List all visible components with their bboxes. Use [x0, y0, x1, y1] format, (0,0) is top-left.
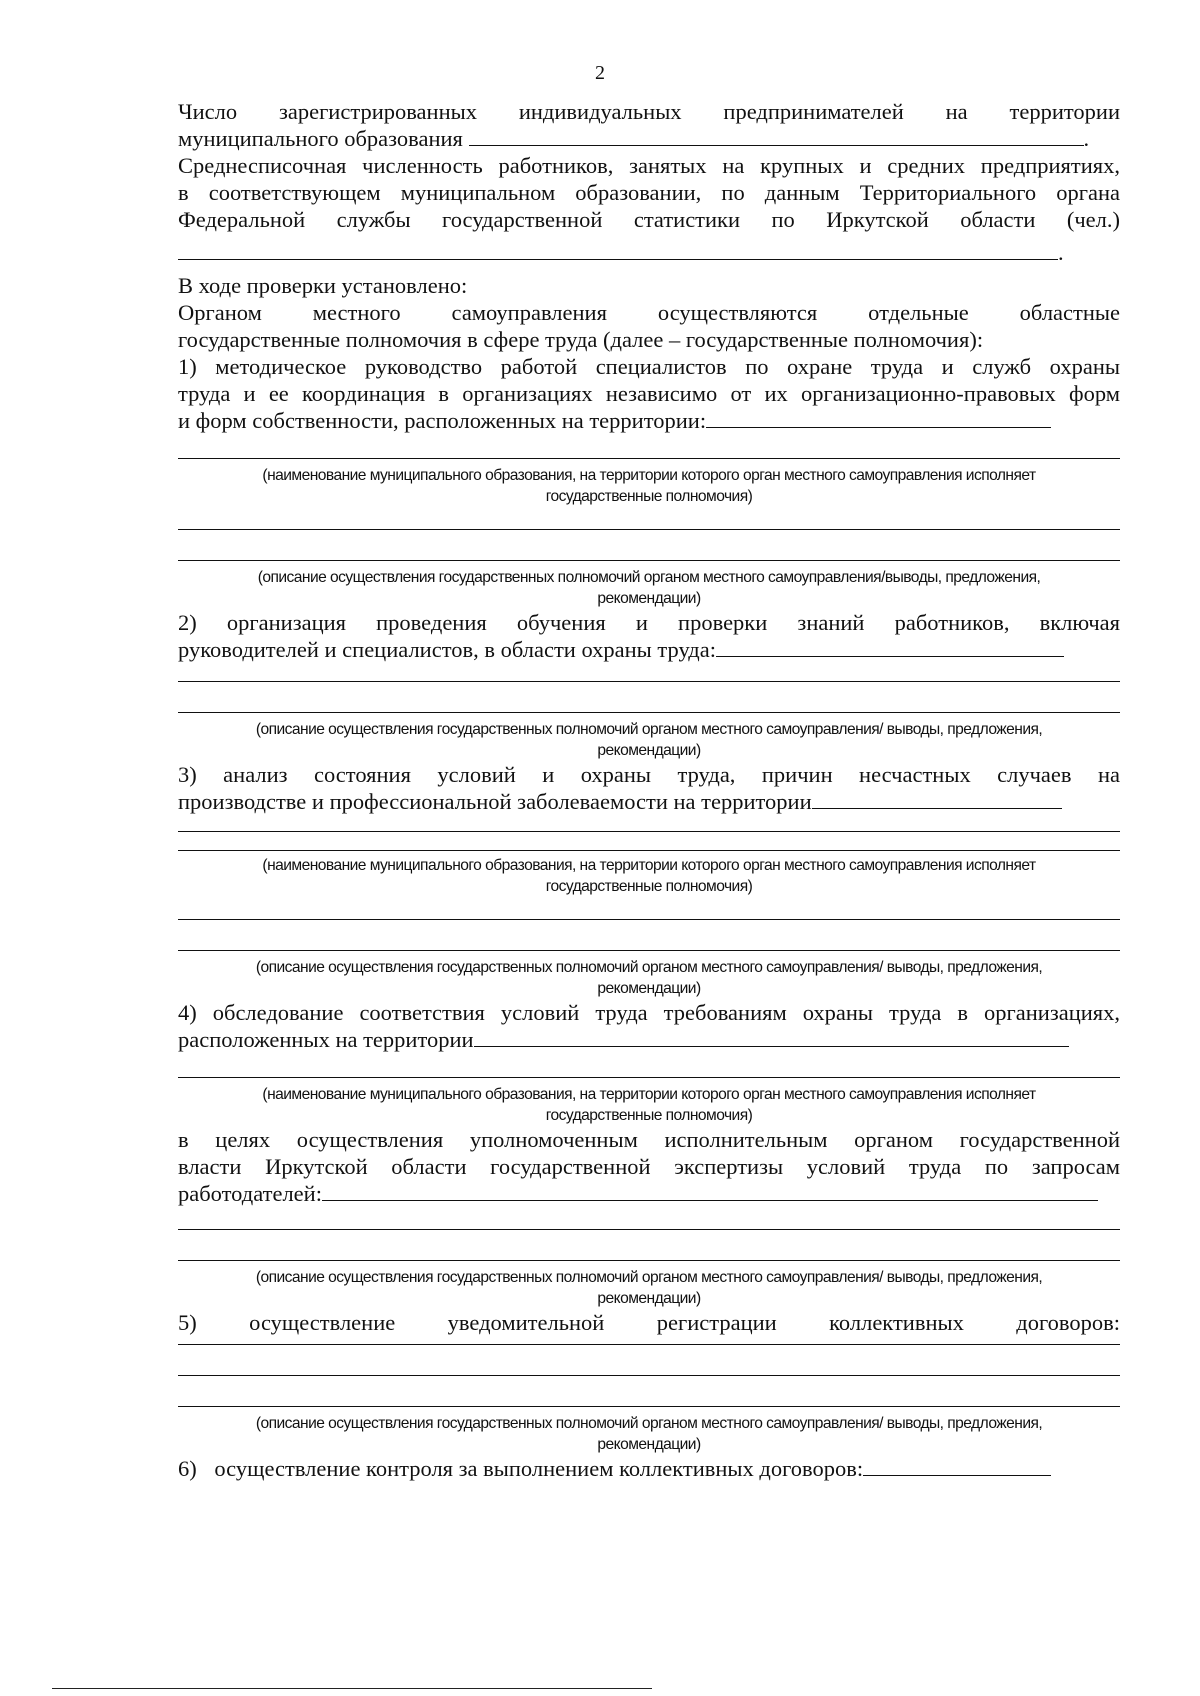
item-4-employers-text: работодателей: — [178, 1181, 322, 1206]
item-6-number: 6) — [178, 1456, 197, 1481]
item-5-desc-line-2[interactable] — [178, 1375, 1120, 1376]
item-4-line-5 — [178, 1180, 1120, 1207]
item-4-name-line[interactable] — [178, 1077, 1120, 1078]
item-1-name-caption-2: государственные полномочия) — [545, 488, 753, 505]
item-6-text: осуществление контроля за выполнением коллективных договоров: — [214, 1456, 864, 1481]
item-3-desc-line-2[interactable] — [178, 950, 1120, 951]
item-4-employers-blank[interactable] — [322, 1180, 1098, 1201]
headcount-line-1: Среднесписочная численность работников, занятых на крупных и средних предприятиях, — [178, 153, 1120, 178]
item-3-name-line-2[interactable] — [178, 850, 1120, 851]
registered-ip-line-1: Число зарегистрированных индивидуальных предпринимателей на территории — [178, 99, 1120, 124]
item-4-desc-line-1[interactable] — [178, 1229, 1120, 1230]
item-1-line-2: труда и ее координация в организациях независимо от их организационно-правовых форм — [178, 381, 1120, 406]
item-5-desc-line-3[interactable] — [178, 1406, 1120, 1407]
registered-ip-blank[interactable] — [469, 125, 1084, 146]
item-3-line-1: 3) анализ состояния условий и охраны труда, причин несчастных случаев на — [178, 762, 1120, 787]
item-1-desc-caption-1: (описание осуществления государственных полномочий органом местного самоуправления/выводы, предложения, — [257, 569, 1041, 586]
item-2-line-2 — [178, 636, 1120, 663]
item-4-territory-blank[interactable] — [474, 1026, 1069, 1047]
item-4-desc-line-2[interactable] — [178, 1260, 1120, 1261]
item-2-desc-caption-2: рекомендации) — [597, 742, 701, 759]
item-2-desc-line-2[interactable] — [178, 712, 1120, 713]
item-6-blank[interactable] — [863, 1455, 1051, 1476]
item-1-text: и форм собственности, расположенных на территории: — [178, 408, 707, 433]
organ-line-2: государственные полномочия в сфере труда (далее – государственные полномочия): — [178, 327, 984, 352]
item-2-line-1: 2) организация проведения обучения и проверки знаний работников, включая — [178, 610, 1120, 635]
item-2-desc-line-1[interactable] — [178, 681, 1120, 682]
headcount-line-2: в соответствующем муниципальном образовании, по данным Территориального органа — [178, 180, 1120, 205]
item-1-desc-caption-2: рекомендации) — [597, 590, 701, 607]
item-5-desc-caption-1: (описание осуществления государственных полномочий органом местного самоуправления/ выводы, предложения, — [255, 1415, 1043, 1432]
form-body — [178, 98, 1120, 1482]
page-number: 2 — [595, 62, 605, 84]
item-5-line: 5) осуществление уведомительной регистрации коллективных договоров: — [178, 1310, 1120, 1335]
item-3-name-line-1[interactable] — [178, 831, 1120, 832]
headcount-line-3: Федеральной службы государственной статистики по Иркутской области (чел.) — [178, 207, 1120, 232]
organ-line-1: Органом местного самоуправления осуществляются отдельные областные — [178, 300, 1120, 325]
item-3-line-2 — [178, 788, 1120, 815]
item-3-desc-line-1[interactable] — [178, 919, 1120, 920]
item-4-line-3: в целях осуществления уполномоченным исполнительным органом государственной — [178, 1127, 1120, 1152]
item-1-name-line[interactable] — [178, 458, 1120, 459]
item-4-desc-caption-1: (описание осуществления государственных полномочий органом местного самоуправления/ выводы, предложения, — [255, 1269, 1043, 1286]
item-3-desc-caption-2: рекомендации) — [597, 980, 701, 997]
item-2-text: руководителей и специалистов, в области охраны труда: — [178, 637, 716, 662]
item-6-line — [178, 1455, 1120, 1482]
item-5-desc-caption-2: рекомендации) — [597, 1436, 701, 1453]
item-3-desc-caption-1: (описание осуществления государственных полномочий органом местного самоуправления/ выводы, предложения, — [255, 959, 1043, 976]
item-4-name-caption-2: государственные полномочия) — [545, 1107, 753, 1124]
headcount-answer-line — [178, 239, 1120, 266]
headcount-period: . — [1058, 240, 1064, 265]
item-3-name-caption-1: (наименование муниципального образования, на территории которого орган местного самоуправления исполняет — [262, 857, 1036, 874]
item-3-text: производстве и профессиональной заболеваемости на территории — [178, 789, 812, 814]
item-4-text: расположенных на территории — [178, 1027, 474, 1052]
item-4-line-2 — [178, 1026, 1120, 1053]
item-1-line-1: 1) методическое руководство работой специалистов по охране труда и служб охраны — [178, 354, 1120, 379]
page-bottom-rule — [52, 1688, 652, 1689]
item-1-name-caption-1: (наименование муниципального образования, на территории которого орган местного самоуправления исполняет — [262, 467, 1036, 484]
item-1-desc-line-1[interactable] — [178, 529, 1120, 530]
item-2-desc-caption-1: (описание осуществления государственных полномочий органом местного самоуправления/ выводы, предложения, — [255, 721, 1043, 738]
item-3-name-caption-2: государственные полномочия) — [545, 878, 753, 895]
found-label: В ходе проверки установлено: — [178, 273, 468, 298]
registered-ip-line-2 — [178, 125, 1120, 152]
item-4-line-1: 4) обследование соответствия условий труда требованиям охраны труда в организациях, — [178, 1000, 1120, 1025]
item-3-territory-blank[interactable] — [812, 788, 1062, 809]
item-4-name-caption-1: (наименование муниципального образования, на территории которого орган местного самоуправления исполняет — [262, 1086, 1036, 1103]
item-2-blank[interactable] — [716, 636, 1064, 657]
registered-ip-label: муниципального образования — [178, 126, 463, 151]
headcount-blank[interactable] — [178, 239, 1058, 260]
item-1-territory-blank[interactable] — [706, 407, 1051, 428]
item-4-line-4: власти Иркутской области государственной экспертизы условий труда по запросам — [178, 1154, 1120, 1179]
item-4-desc-caption-2: рекомендации) — [597, 1290, 701, 1307]
item-5-desc-line-1[interactable] — [178, 1344, 1120, 1345]
item-1-desc-line-2[interactable] — [178, 560, 1120, 561]
registered-ip-period: . — [1083, 126, 1090, 151]
item-1-line-3 — [178, 407, 1120, 434]
